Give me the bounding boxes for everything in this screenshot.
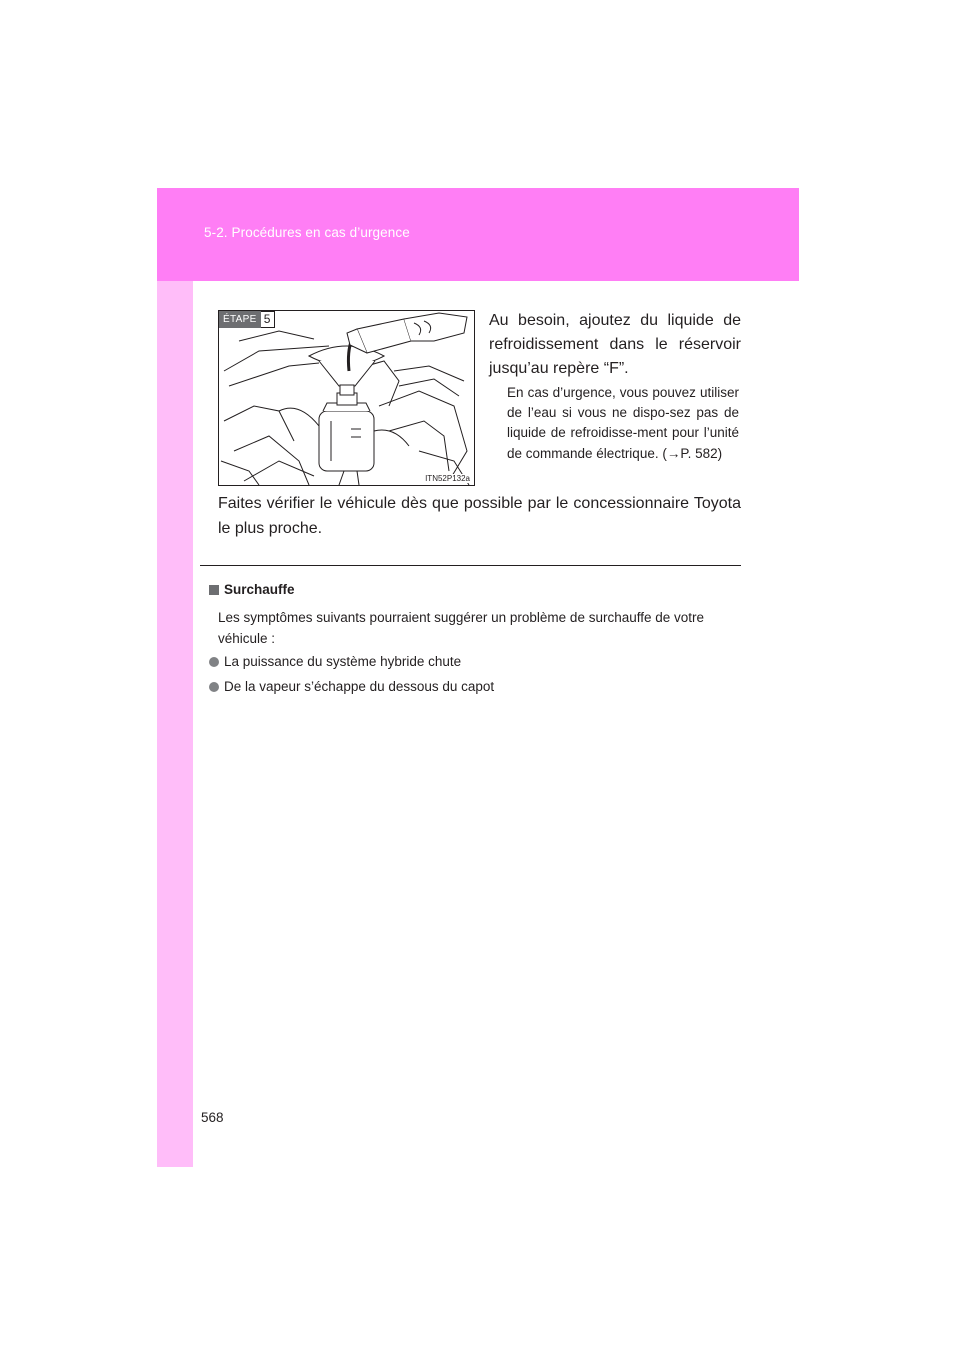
page-number: 568	[201, 1110, 224, 1125]
info-heading	[209, 582, 295, 597]
section-title: 5-2. Procédures en cas d’urgence	[204, 225, 410, 240]
info-heading-label: Surchauffe	[224, 582, 295, 597]
engine-bay-drawing	[219, 311, 474, 485]
list-item-text: De la vapeur s’échappe du dessous du capot	[224, 679, 495, 694]
info-intro: Les symptômes suivants pourraient suggérer un problème de surchauffe de votre véhicule :	[218, 610, 705, 646]
list-item-text: La puissance du système hybride chute	[224, 654, 462, 669]
section-divider	[200, 565, 741, 566]
bullet-dot-icon	[209, 657, 219, 667]
emergency-note: En cas d’urgence, vous pouvez utiliser de l’eau si vous ne dispo-sez pas de liquide de refroidisse-ment pour l’unité de commande électrique. (→P. 582)	[507, 385, 739, 461]
dealer-advice: Faites vérifier le véhicule dès que possible par le concessionnaire Toyota le plus proche.	[218, 495, 741, 537]
step-instruction: Au besoin, ajoutez du liquide de refroidissement dans le réservoir jusqu’au repère “F”.	[489, 312, 741, 377]
list-item	[209, 654, 461, 669]
coolant-refill-illustration	[218, 310, 475, 486]
list-item	[209, 679, 494, 694]
bullet-dot-icon	[209, 682, 219, 692]
figure-code: ITN52P132a	[425, 474, 470, 483]
side-strip	[157, 281, 193, 1167]
step-number: 5	[261, 311, 275, 328]
square-bullet-icon	[209, 585, 219, 595]
step-badge	[219, 311, 275, 328]
step-label: ÉTAPE	[219, 311, 261, 328]
